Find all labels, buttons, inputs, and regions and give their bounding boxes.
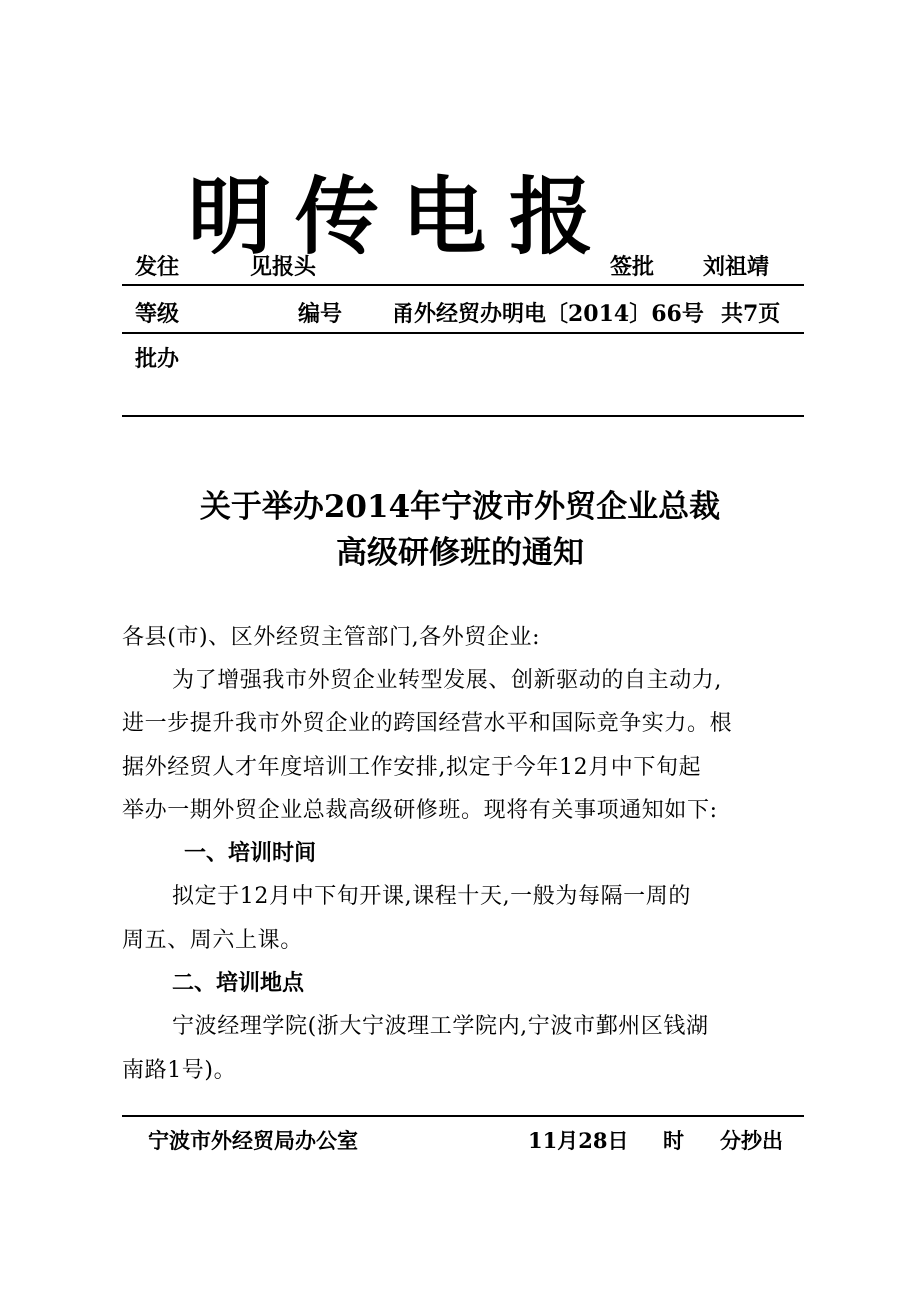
approver-name: 刘祖靖 (703, 255, 770, 280)
salutation: 各县(市)、区外经贸主管部门,各外贸企业: (122, 625, 541, 650)
footer-rule (122, 1115, 804, 1117)
intro-line: 据外经贸人才年度培训工作安排,拟定于今年12月中下旬起 (122, 755, 702, 780)
title-char: 报 (509, 168, 594, 266)
number-label: 编号 (298, 302, 343, 327)
title-char: 传 (295, 168, 380, 266)
issue-date: 11月28日 (528, 1128, 629, 1153)
document-title-line-1: 关于举办2014年宁波市外贸企业总裁 (199, 489, 721, 525)
document-title-line-2: 高级研修班的通知 (336, 535, 584, 571)
header-rule-3 (122, 415, 804, 417)
intro-line: 进一步提升我市外贸企业的跨国经营水平和国际竞争实力。根 (122, 711, 733, 736)
issuing-office: 宁波市外经贸局办公室 (148, 1129, 358, 1153)
intro-line: 为了增强我市外贸企业转型发展、创新驱动的自主动力, (172, 668, 722, 693)
section-time-line: 拟定于12月中下旬开课,课程十天,一般为每隔一周的 (172, 884, 691, 909)
copy-label: 分抄出 (720, 1129, 783, 1153)
section-heading-location: 二、培训地点 (172, 971, 305, 996)
section-time-line: 周五、周六上课。 (122, 928, 303, 953)
handle-label: 批办 (135, 347, 180, 372)
title-char: 电 (402, 168, 487, 266)
page-count: 共7页 (721, 301, 781, 327)
header-rule-2 (122, 332, 804, 334)
header-rule-1 (122, 284, 804, 286)
send-to-value: 见报头 (250, 255, 317, 280)
level-label: 等级 (135, 302, 180, 327)
doc-number: 甬外经贸办明电〔2014〕66号 (392, 301, 704, 327)
intro-line: 举办一期外贸企业总裁高级研修班。现将有关事项通知如下: (122, 798, 718, 823)
time-label: 时 (663, 1129, 684, 1153)
section-location-line: 南路1号)。 (122, 1058, 237, 1083)
title-char: 明 (188, 168, 273, 266)
section-heading-time: 一、培训时间 (184, 841, 317, 866)
approve-label: 签批 (610, 255, 655, 280)
send-to-label: 发往 (135, 255, 180, 280)
section-location-line: 宁波经理学院(浙大宁波理工学院内,宁波市鄞州区钱湖 (172, 1014, 709, 1039)
